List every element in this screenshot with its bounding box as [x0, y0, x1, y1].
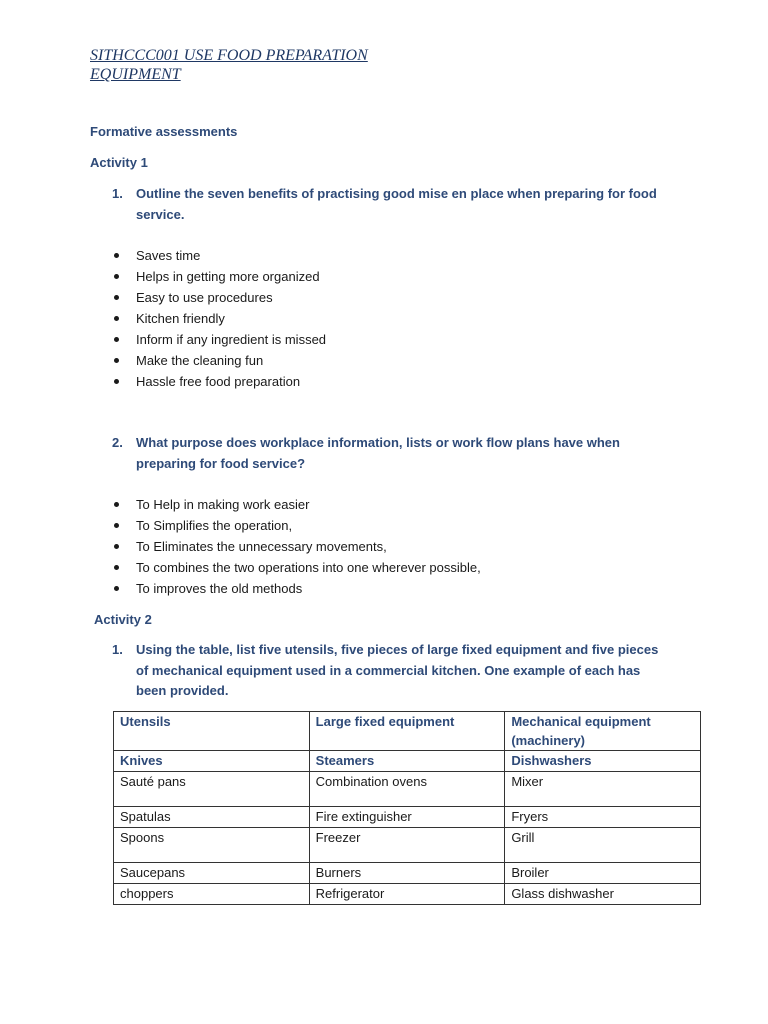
bullet-icon — [114, 337, 119, 342]
equipment-table — [113, 711, 701, 905]
question-text: Using the table, list five utensils, five pieces of large fixed equipment and five pieces of mechanical equipment used in a commercial kitchen. One example of each has been provided. — [136, 642, 659, 698]
table-cell: Dishwashers — [505, 751, 701, 772]
table-cell: Fryers — [505, 807, 701, 828]
question-text: Outline the seven benefits of practising good mise en place when preparing for food service. — [136, 186, 657, 222]
question-number: 1. — [112, 642, 123, 657]
activity-1-question-1 — [112, 184, 672, 225]
bullet-icon — [114, 523, 119, 528]
title-line-1: SITHCCC001 USE FOOD PREPARATION — [90, 47, 368, 64]
bullet-icon — [114, 502, 119, 507]
question-text: What purpose does workplace information, lists or work flow plans have when preparing for food service? — [136, 435, 620, 471]
list-item: Hassle free food preparation — [112, 371, 326, 392]
table-cell: Knives — [114, 751, 310, 772]
mise-en-place-benefits-list — [112, 245, 326, 392]
bullet-icon — [114, 379, 119, 384]
activity-2-heading: Activity 2 — [94, 612, 152, 627]
bullet-icon — [114, 274, 119, 279]
table-row — [114, 863, 701, 884]
table-cell: Freezer — [309, 828, 505, 863]
bullet-icon — [114, 295, 119, 300]
activity-1-heading: Activity 1 — [90, 155, 148, 170]
list-item: Easy to use procedures — [112, 287, 326, 308]
list-item: To Simplifies the operation, — [112, 515, 481, 536]
table-cell: Spoons — [114, 828, 310, 863]
table-cell: Sauté pans — [114, 772, 310, 807]
list-item: To combines the two operations into one wherever possible, — [112, 557, 481, 578]
activity-1-question-2 — [112, 433, 672, 474]
question-number: 1. — [112, 186, 123, 201]
bullet-icon — [114, 253, 119, 258]
table-cell: Combination ovens — [309, 772, 505, 807]
table-row — [114, 884, 701, 905]
table-row — [114, 828, 701, 863]
table-row — [114, 807, 701, 828]
bullet-icon — [114, 586, 119, 591]
header-mechanical-equipment: Mechanical equipment (machinery) — [505, 712, 701, 751]
question-number: 2. — [112, 435, 123, 450]
table-cell: Mixer — [505, 772, 701, 807]
table-example-row — [114, 751, 701, 772]
table-cell: Burners — [309, 863, 505, 884]
title-line-2: EQUIPMENT — [90, 66, 181, 83]
header-large-fixed-equipment: Large fixed equipment — [309, 712, 505, 751]
document-title — [90, 46, 368, 84]
list-item: To Eliminates the unnecessary movements, — [112, 536, 481, 557]
section-heading: Formative assessments — [90, 124, 238, 139]
table-cell: Fire extinguisher — [309, 807, 505, 828]
bullet-icon — [114, 565, 119, 570]
list-item: To improves the old methods — [112, 578, 481, 599]
table-cell: Steamers — [309, 751, 505, 772]
header-utensils: Utensils — [114, 712, 310, 751]
list-item: Inform if any ingredient is missed — [112, 329, 326, 350]
table-cell: Broiler — [505, 863, 701, 884]
list-item: Saves time — [112, 245, 326, 266]
bullet-icon — [114, 316, 119, 321]
table-row — [114, 772, 701, 807]
table-cell: Saucepans — [114, 863, 310, 884]
list-item: Helps in getting more organized — [112, 266, 326, 287]
list-item: Make the cleaning fun — [112, 350, 326, 371]
bullet-icon — [114, 544, 119, 549]
workflow-purpose-list — [112, 494, 481, 599]
table-cell: Glass dishwasher — [505, 884, 701, 905]
table-cell: Spatulas — [114, 807, 310, 828]
activity-2-question-1 — [112, 640, 672, 702]
list-item: Kitchen friendly — [112, 308, 326, 329]
table-cell: Refrigerator — [309, 884, 505, 905]
list-item: To Help in making work easier — [112, 494, 481, 515]
table-cell: choppers — [114, 884, 310, 905]
bullet-icon — [114, 358, 119, 363]
table-cell: Grill — [505, 828, 701, 863]
table-header-row — [114, 712, 701, 751]
